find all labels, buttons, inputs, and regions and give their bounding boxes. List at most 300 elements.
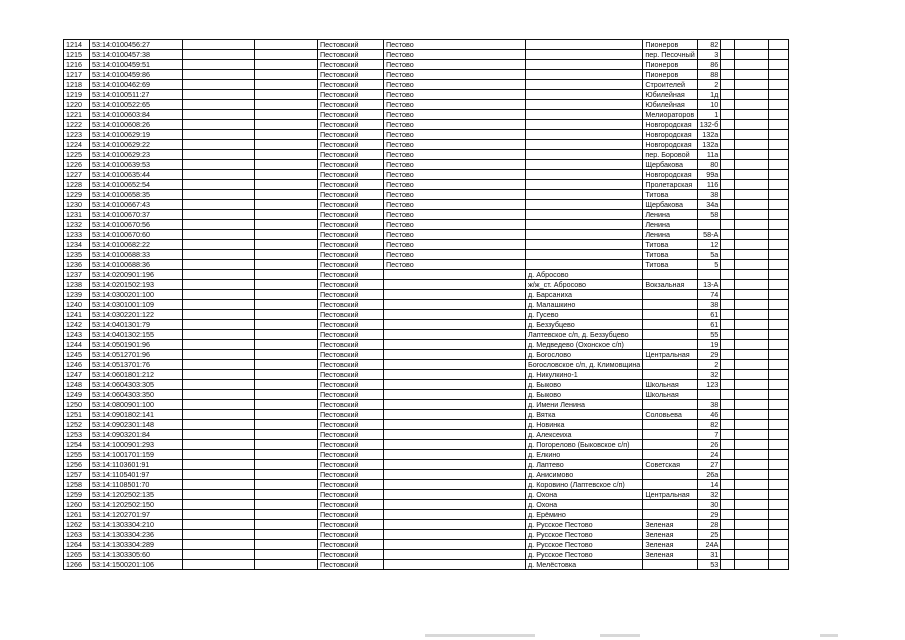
table-row <box>64 520 789 530</box>
empty-cell <box>183 130 255 140</box>
empty-cell <box>721 330 735 340</box>
street-cell: Титова <box>643 240 697 250</box>
house-number-cell: 1д <box>697 90 721 100</box>
house-number-cell: 1 <box>697 110 721 120</box>
table-row <box>64 180 789 190</box>
empty-cell <box>255 170 318 180</box>
empty-cell <box>769 250 789 260</box>
cadastral-number-cell: 53:14:1001701:159 <box>90 450 183 460</box>
empty-cell <box>255 350 318 360</box>
district-cell: Пестовский <box>318 180 384 190</box>
cadastral-number-cell: 53:14:0401301:79 <box>90 320 183 330</box>
table-row <box>64 220 789 230</box>
house-number-cell: 28 <box>697 520 721 530</box>
row-number-cell: 1228 <box>64 180 90 190</box>
town-cell: Пестово <box>384 190 526 200</box>
town-cell <box>384 460 526 470</box>
empty-cell <box>735 180 769 190</box>
empty-cell <box>255 500 318 510</box>
empty-cell <box>183 550 255 560</box>
street-cell: Соловьева <box>643 410 697 420</box>
table-row <box>64 340 789 350</box>
empty-cell <box>769 60 789 70</box>
empty-cell <box>769 350 789 360</box>
house-number-cell: 82 <box>697 420 721 430</box>
row-number-cell: 1233 <box>64 230 90 240</box>
district-cell: Пестовский <box>318 300 384 310</box>
district-cell: Пестовский <box>318 40 384 50</box>
house-number-cell: 53 <box>697 560 721 570</box>
table-row <box>64 550 789 560</box>
district-cell: Пестовский <box>318 260 384 270</box>
row-number-cell: 1238 <box>64 280 90 290</box>
village-cell <box>526 200 643 210</box>
empty-cell <box>721 500 735 510</box>
district-cell: Пестовский <box>318 190 384 200</box>
empty-cell <box>769 340 789 350</box>
row-number-cell: 1225 <box>64 150 90 160</box>
house-number-cell: 38 <box>697 190 721 200</box>
empty-cell <box>183 520 255 530</box>
row-number-cell: 1232 <box>64 220 90 230</box>
empty-cell <box>255 300 318 310</box>
street-cell <box>643 340 697 350</box>
table-row <box>64 290 789 300</box>
empty-cell <box>721 280 735 290</box>
town-cell <box>384 500 526 510</box>
empty-cell <box>721 390 735 400</box>
cadastral-number-cell: 53:14:0100688:33 <box>90 250 183 260</box>
village-cell: д. Гусево <box>526 310 643 320</box>
street-cell: Зеленая <box>643 520 697 530</box>
street-cell <box>643 470 697 480</box>
district-cell: Пестовский <box>318 90 384 100</box>
house-number-cell: 24А <box>697 540 721 550</box>
empty-cell <box>769 300 789 310</box>
street-cell: Центральная <box>643 490 697 500</box>
empty-cell <box>183 40 255 50</box>
empty-cell <box>183 240 255 250</box>
house-number-cell: 25 <box>697 530 721 540</box>
empty-cell <box>735 550 769 560</box>
row-number-cell: 1217 <box>64 70 90 80</box>
street-cell: Пионеров <box>643 60 697 70</box>
table-row <box>64 190 789 200</box>
empty-cell <box>769 150 789 160</box>
table-row <box>64 260 789 270</box>
row-number-cell: 1251 <box>64 410 90 420</box>
cadastral-number-cell: 53:14:1202502:135 <box>90 490 183 500</box>
row-number-cell: 1219 <box>64 90 90 100</box>
empty-cell <box>721 530 735 540</box>
empty-cell <box>183 500 255 510</box>
empty-cell <box>721 410 735 420</box>
row-number-cell: 1260 <box>64 500 90 510</box>
village-cell: ж/ж_ст. Абросово <box>526 280 643 290</box>
empty-cell <box>183 160 255 170</box>
empty-cell <box>735 380 769 390</box>
street-cell: Юбилейная <box>643 90 697 100</box>
empty-cell <box>255 490 318 500</box>
empty-cell <box>735 390 769 400</box>
empty-cell <box>183 230 255 240</box>
row-number-cell: 1247 <box>64 370 90 380</box>
empty-cell <box>769 540 789 550</box>
empty-cell <box>735 100 769 110</box>
street-cell: Школьная <box>643 380 697 390</box>
empty-cell <box>769 280 789 290</box>
empty-cell <box>183 340 255 350</box>
empty-cell <box>721 120 735 130</box>
empty-cell <box>735 420 769 430</box>
empty-cell <box>255 160 318 170</box>
empty-cell <box>735 240 769 250</box>
street-cell <box>643 310 697 320</box>
empty-cell <box>721 460 735 470</box>
house-number-cell: 32 <box>697 370 721 380</box>
village-cell: д. Малашкино <box>526 300 643 310</box>
table-row <box>64 480 789 490</box>
empty-cell <box>721 340 735 350</box>
town-cell <box>384 520 526 530</box>
row-number-cell: 1261 <box>64 510 90 520</box>
cadastral-number-cell: 53:14:0100629:23 <box>90 150 183 160</box>
village-cell <box>526 190 643 200</box>
house-number-cell: 29 <box>697 510 721 520</box>
row-number-cell: 1253 <box>64 430 90 440</box>
empty-cell <box>183 180 255 190</box>
empty-cell <box>255 330 318 340</box>
cadastral-number-cell: 53:14:1303304:210 <box>90 520 183 530</box>
town-cell <box>384 270 526 280</box>
empty-cell <box>769 420 789 430</box>
empty-cell <box>183 490 255 500</box>
district-cell: Пестовский <box>318 540 384 550</box>
cadastral-number-cell: 53:14:0100635:44 <box>90 170 183 180</box>
empty-cell <box>721 220 735 230</box>
town-cell: Пестово <box>384 40 526 50</box>
empty-cell <box>183 100 255 110</box>
row-number-cell: 1218 <box>64 80 90 90</box>
empty-cell <box>183 460 255 470</box>
street-cell: Советская <box>643 460 697 470</box>
district-cell: Пестовский <box>318 410 384 420</box>
district-cell: Пестовский <box>318 150 384 160</box>
village-cell: д. Мелёстовка <box>526 560 643 570</box>
table-row <box>64 280 789 290</box>
street-cell: Титова <box>643 260 697 270</box>
empty-cell <box>721 180 735 190</box>
cadastral-number-cell: 53:14:1500201:106 <box>90 560 183 570</box>
table-row <box>64 110 789 120</box>
town-cell: Пестово <box>384 220 526 230</box>
street-cell <box>643 430 697 440</box>
house-number-cell: 88 <box>697 70 721 80</box>
empty-cell <box>255 200 318 210</box>
empty-cell <box>769 390 789 400</box>
empty-cell <box>769 430 789 440</box>
street-cell <box>643 500 697 510</box>
empty-cell <box>255 70 318 80</box>
empty-cell <box>721 440 735 450</box>
empty-cell <box>721 480 735 490</box>
town-cell <box>384 300 526 310</box>
village-cell <box>526 230 643 240</box>
empty-cell <box>769 510 789 520</box>
cadastral-number-cell: 53:14:0513701:76 <box>90 360 183 370</box>
street-cell: Пионеров <box>643 70 697 80</box>
house-number-cell: 12 <box>697 240 721 250</box>
row-number-cell: 1224 <box>64 140 90 150</box>
empty-cell <box>735 190 769 200</box>
table-row <box>64 80 789 90</box>
table-row <box>64 350 789 360</box>
village-cell: д. Русское Пестово <box>526 530 643 540</box>
empty-cell <box>769 90 789 100</box>
village-cell: д. Никулкино-1 <box>526 370 643 380</box>
empty-cell <box>735 250 769 260</box>
village-cell: д. Быково <box>526 380 643 390</box>
empty-cell <box>769 440 789 450</box>
empty-cell <box>735 90 769 100</box>
town-cell: Пестово <box>384 140 526 150</box>
table-row <box>64 370 789 380</box>
empty-cell <box>735 320 769 330</box>
district-cell: Пестовский <box>318 450 384 460</box>
street-cell: Ленина <box>643 230 697 240</box>
empty-cell <box>721 210 735 220</box>
empty-cell <box>183 390 255 400</box>
village-cell <box>526 80 643 90</box>
row-number-cell: 1246 <box>64 360 90 370</box>
town-cell <box>384 310 526 320</box>
empty-cell <box>183 380 255 390</box>
table-row <box>64 270 789 280</box>
table-row <box>64 500 789 510</box>
empty-cell <box>255 80 318 90</box>
empty-cell <box>255 520 318 530</box>
empty-cell <box>721 40 735 50</box>
town-cell <box>384 530 526 540</box>
empty-cell <box>183 190 255 200</box>
empty-cell <box>255 390 318 400</box>
empty-cell <box>255 480 318 490</box>
row-number-cell: 1239 <box>64 290 90 300</box>
empty-cell <box>735 140 769 150</box>
empty-cell <box>183 530 255 540</box>
house-number-cell <box>697 220 721 230</box>
row-number-cell: 1242 <box>64 320 90 330</box>
empty-cell <box>721 380 735 390</box>
cadastral-number-cell: 53:14:0800901:100 <box>90 400 183 410</box>
cadastral-number-cell: 53:14:1202502:150 <box>90 500 183 510</box>
town-cell <box>384 390 526 400</box>
empty-cell <box>735 210 769 220</box>
village-cell <box>526 240 643 250</box>
house-number-cell: 132-б <box>697 120 721 130</box>
empty-cell <box>721 430 735 440</box>
house-number-cell: 61 <box>697 310 721 320</box>
table-row <box>64 70 789 80</box>
empty-cell <box>721 470 735 480</box>
empty-cell <box>255 90 318 100</box>
cadastral-number-cell: 53:14:0100670:56 <box>90 220 183 230</box>
district-cell: Пестовский <box>318 280 384 290</box>
village-cell <box>526 260 643 270</box>
property-registry-table <box>63 39 789 570</box>
cadastral-number-cell: 53:14:0300201:100 <box>90 290 183 300</box>
table-row <box>64 490 789 500</box>
house-number-cell: 14 <box>697 480 721 490</box>
empty-cell <box>721 360 735 370</box>
house-number-cell: 86 <box>697 60 721 70</box>
table-row <box>64 150 789 160</box>
village-cell: д. Ерёмино <box>526 510 643 520</box>
empty-cell <box>255 130 318 140</box>
town-cell <box>384 320 526 330</box>
town-cell: Пестово <box>384 100 526 110</box>
empty-cell <box>255 380 318 390</box>
house-number-cell: 132а <box>697 130 721 140</box>
village-cell <box>526 60 643 70</box>
cadastral-number-cell: 53:14:0512701:96 <box>90 350 183 360</box>
empty-cell <box>735 480 769 490</box>
house-number-cell: 123 <box>697 380 721 390</box>
empty-cell <box>735 300 769 310</box>
district-cell: Пестовский <box>318 460 384 470</box>
house-number-cell: 82 <box>697 40 721 50</box>
district-cell: Пестовский <box>318 430 384 440</box>
village-cell <box>526 110 643 120</box>
empty-cell <box>183 310 255 320</box>
empty-cell <box>183 410 255 420</box>
empty-cell <box>735 330 769 340</box>
cadastral-number-cell: 53:14:0100670:37 <box>90 210 183 220</box>
empty-cell <box>769 210 789 220</box>
house-number-cell: 24 <box>697 450 721 460</box>
empty-cell <box>255 100 318 110</box>
table-row <box>64 50 789 60</box>
empty-cell <box>735 130 769 140</box>
house-number-cell: 5а <box>697 250 721 260</box>
town-cell <box>384 430 526 440</box>
row-number-cell: 1244 <box>64 340 90 350</box>
house-number-cell: 38 <box>697 300 721 310</box>
empty-cell <box>769 120 789 130</box>
street-cell: Ленина <box>643 220 697 230</box>
table-row <box>64 90 789 100</box>
empty-cell <box>769 550 789 560</box>
empty-cell <box>183 510 255 520</box>
cadastral-number-cell: 53:14:0100511:27 <box>90 90 183 100</box>
empty-cell <box>183 290 255 300</box>
row-number-cell: 1245 <box>64 350 90 360</box>
street-cell: Строителей <box>643 80 697 90</box>
row-number-cell: 1216 <box>64 60 90 70</box>
district-cell: Пестовский <box>318 80 384 90</box>
empty-cell <box>183 170 255 180</box>
cadastral-number-cell: 53:14:0604303:305 <box>90 380 183 390</box>
district-cell: Пестовский <box>318 330 384 340</box>
house-number-cell: 38 <box>697 400 721 410</box>
row-number-cell: 1220 <box>64 100 90 110</box>
row-number-cell: 1257 <box>64 470 90 480</box>
empty-cell <box>183 200 255 210</box>
empty-cell <box>255 150 318 160</box>
cadastral-number-cell: 53:14:0302201:122 <box>90 310 183 320</box>
village-cell <box>526 180 643 190</box>
empty-cell <box>183 430 255 440</box>
table-row <box>64 230 789 240</box>
empty-cell <box>769 180 789 190</box>
empty-cell <box>721 520 735 530</box>
town-cell: Пестово <box>384 60 526 70</box>
row-number-cell: 1222 <box>64 120 90 130</box>
empty-cell <box>735 120 769 130</box>
empty-cell <box>721 240 735 250</box>
empty-cell <box>721 250 735 260</box>
empty-cell <box>735 150 769 160</box>
empty-cell <box>735 510 769 520</box>
table-row <box>64 440 789 450</box>
table-row <box>64 560 789 570</box>
table-row <box>64 170 789 180</box>
empty-cell <box>255 40 318 50</box>
town-cell: Пестово <box>384 80 526 90</box>
cadastral-number-cell: 53:14:1303304:289 <box>90 540 183 550</box>
town-cell <box>384 410 526 420</box>
district-cell: Пестовский <box>318 320 384 330</box>
district-cell: Пестовский <box>318 380 384 390</box>
town-cell: Пестово <box>384 250 526 260</box>
village-cell: д. Барсаниха <box>526 290 643 300</box>
empty-cell <box>255 220 318 230</box>
empty-cell <box>183 360 255 370</box>
district-cell: Пестовский <box>318 140 384 150</box>
empty-cell <box>769 450 789 460</box>
row-number-cell: 1243 <box>64 330 90 340</box>
empty-cell <box>721 90 735 100</box>
empty-cell <box>183 540 255 550</box>
empty-cell <box>721 100 735 110</box>
house-number-cell: 116 <box>697 180 721 190</box>
empty-cell <box>183 120 255 130</box>
empty-cell <box>721 540 735 550</box>
cadastral-number-cell: 53:14:0100629:22 <box>90 140 183 150</box>
district-cell: Пестовский <box>318 240 384 250</box>
village-cell <box>526 220 643 230</box>
street-cell <box>643 510 697 520</box>
empty-cell <box>721 560 735 570</box>
table-row <box>64 430 789 440</box>
town-cell: Пестово <box>384 50 526 60</box>
empty-cell <box>735 450 769 460</box>
cadastral-number-cell: 53:14:0901802:141 <box>90 410 183 420</box>
town-cell: Пестово <box>384 70 526 80</box>
empty-cell <box>735 520 769 530</box>
town-cell <box>384 350 526 360</box>
house-number-cell: 34а <box>697 200 721 210</box>
empty-cell <box>721 310 735 320</box>
empty-cell <box>735 560 769 570</box>
empty-cell <box>183 440 255 450</box>
empty-cell <box>769 200 789 210</box>
cadastral-number-cell: 53:14:0100459:86 <box>90 70 183 80</box>
row-number-cell: 1249 <box>64 390 90 400</box>
cadastral-number-cell: 53:14:0100603:84 <box>90 110 183 120</box>
row-number-cell: 1227 <box>64 170 90 180</box>
town-cell <box>384 290 526 300</box>
